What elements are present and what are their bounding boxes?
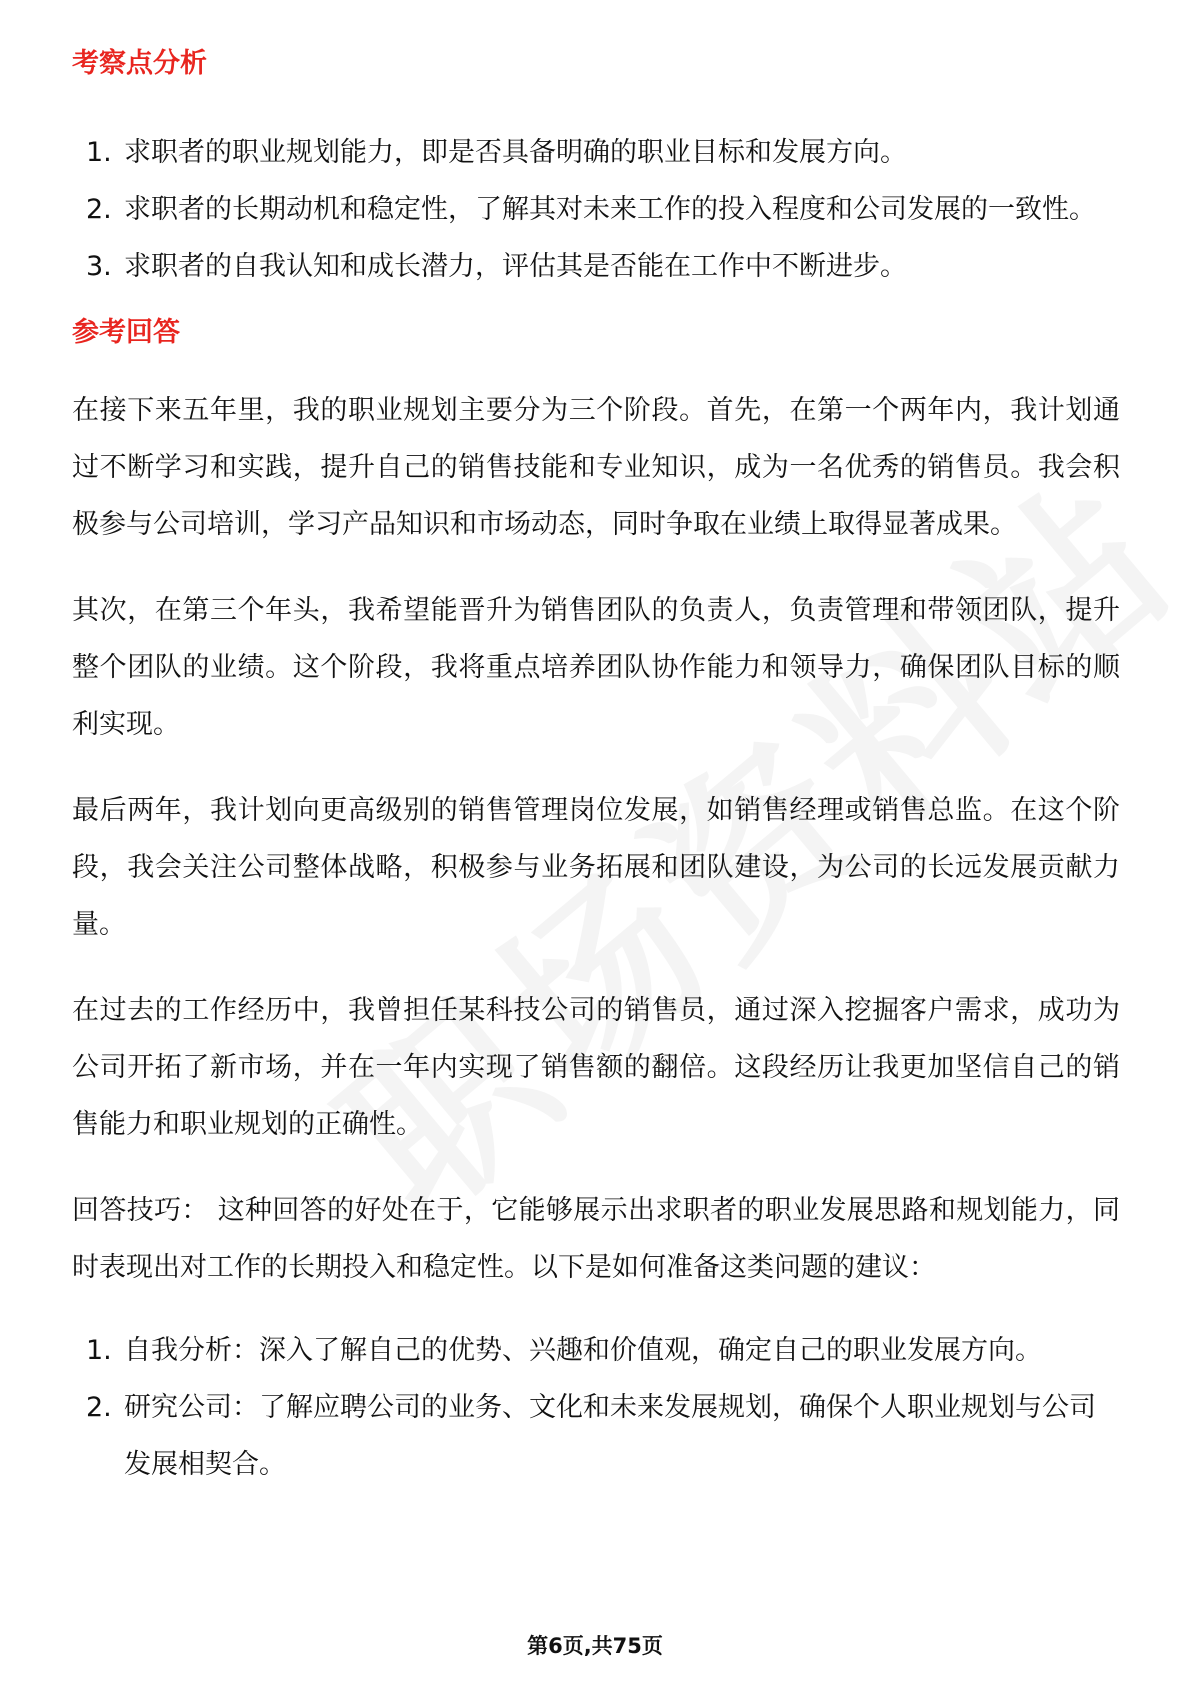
list-number: 2. — [86, 194, 112, 225]
list-number: 2. — [86, 1392, 112, 1423]
list-item — [72, 181, 1120, 238]
answer-tips-paragraph: 回答技巧： 这种回答的好处在于，它能够展示出求职者的职业发展思路和规划能力，同时表现出对工作的长期投入和稳定性。以下是如何准备这类问题的建议： — [72, 1195, 1120, 1283]
list-item-text: 研究公司：了解应聘公司的业务、文化和未来发展规划，确保个人职业规划与公司发展相契合。 — [124, 1392, 1096, 1480]
list-item-text: 求职者的自我认知和成长潜力，评估其是否能在工作中不断进步。 — [124, 251, 907, 282]
analysis-list — [72, 124, 1120, 295]
list-number: 3. — [86, 251, 112, 282]
list-item — [72, 124, 1120, 181]
list-number: 1. — [86, 1335, 112, 1366]
list-item-text: 求职者的长期动机和稳定性，了解其对未来工作的投入程度和公司发展的一致性。 — [124, 194, 1096, 225]
page-number: 第6页,共75页 — [527, 1634, 663, 1658]
section-title-analysis: 考察点分析 — [72, 48, 207, 79]
list-item — [72, 238, 1120, 295]
tips-list — [72, 1322, 1120, 1493]
list-item — [72, 1322, 1120, 1379]
document-body — [72, 44, 1120, 1493]
section-title-reference-answer: 参考回答 — [72, 317, 180, 348]
list-item-text: 自我分析：深入了解自己的优势、兴趣和价值观，确定自己的职业发展方向。 — [124, 1335, 1042, 1366]
list-number: 1. — [86, 137, 112, 168]
answer-paragraph: 最后两年，我计划向更高级别的销售管理岗位发展，如销售经理或销售总监。在这个阶段，我会关注公司整体战略，积极参与业务拓展和团队建设，为公司的长远发展贡献力量。 — [72, 795, 1120, 940]
list-item — [72, 1379, 1120, 1493]
answer-paragraph: 在接下来五年里，我的职业规划主要分为三个阶段。首先，在第一个两年内，我计划通过不断学习和实践，提升自己的销售技能和专业知识，成为一名优秀的销售员。我会积极参与公司培训，学习产品知识和市场动态，同时争取在业绩上取得显著成果。 — [72, 395, 1120, 540]
answer-paragraph: 在过去的工作经历中，我曾担任某科技公司的销售员，通过深入挖掘客户需求，成功为公司开拓了新市场，并在一年内实现了销售额的翻倍。这段经历让我更加坚信自己的销售能力和职业规划的正确性。 — [72, 995, 1120, 1140]
list-item-text: 求职者的职业规划能力，即是否具备明确的职业目标和发展方向。 — [124, 137, 907, 168]
answer-paragraph: 其次，在第三个年头，我希望能晋升为销售团队的负责人，负责管理和带领团队，提升整个团队的业绩。这个阶段，我将重点培养团队协作能力和领导力，确保团队目标的顺利实现。 — [72, 595, 1120, 740]
